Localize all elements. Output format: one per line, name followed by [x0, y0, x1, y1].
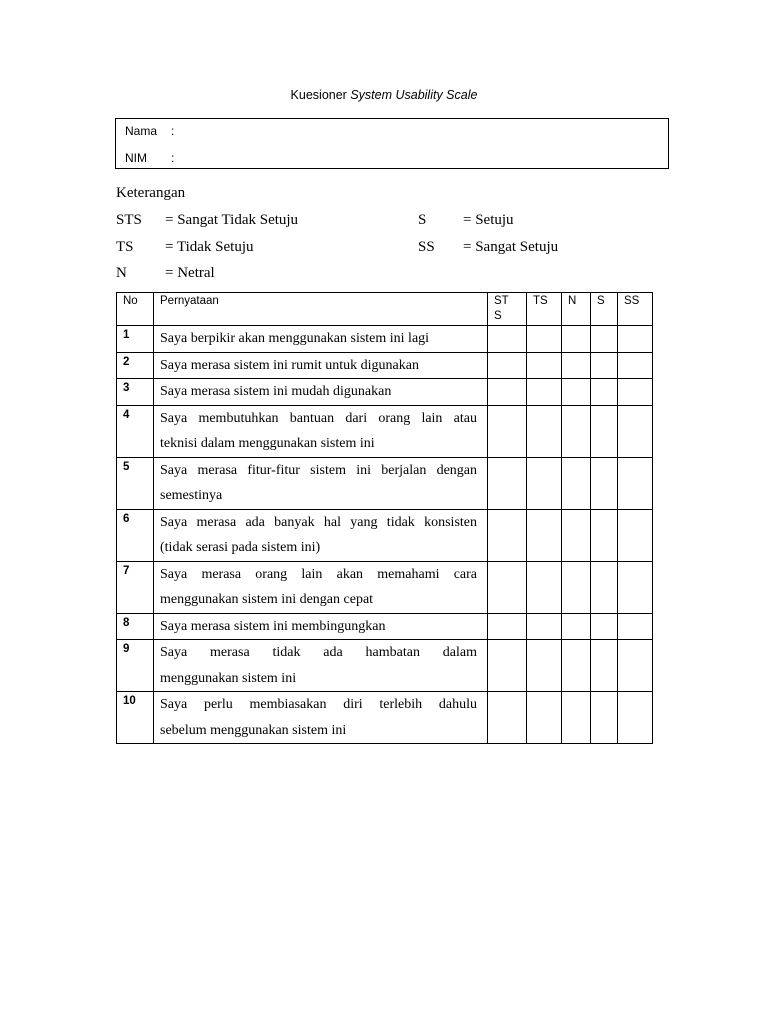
table-header-row	[117, 293, 653, 326]
table-row	[117, 405, 653, 457]
title-italic: System Usability Scale	[350, 88, 478, 102]
answer-cell-ss[interactable]	[618, 379, 653, 406]
document-title	[0, 88, 768, 102]
answer-cell-s[interactable]	[591, 352, 618, 379]
header-s: S	[591, 293, 618, 326]
answer-cell-sts[interactable]	[488, 379, 527, 406]
legend-item-n	[116, 265, 215, 282]
statement-line: Saya perlu membiasakan diri terlebih dahulu	[160, 697, 477, 712]
statement-line: (tidak serasi pada sistem ini)	[160, 540, 321, 555]
statement-line: teknisi dalam menggunakan sistem ini	[160, 436, 375, 451]
row-number: 8	[117, 613, 154, 640]
legend-item-s	[418, 212, 514, 229]
answer-cell-n[interactable]	[562, 692, 591, 744]
answer-cell-s[interactable]	[591, 613, 618, 640]
statement-line: Saya merasa sistem ini rumit untuk digunakan	[160, 357, 419, 373]
identity-box	[115, 118, 669, 169]
legend-item-ss	[418, 239, 559, 256]
answer-cell-s[interactable]	[591, 379, 618, 406]
answer-cell-sts[interactable]	[488, 457, 527, 509]
row-statement	[154, 613, 488, 640]
answer-cell-n[interactable]	[562, 326, 591, 353]
statement-line: Saya membutuhkan bantuan dari orang lain atau	[160, 410, 477, 426]
answer-cell-ss[interactable]	[618, 326, 653, 353]
header-ts: TS	[527, 293, 562, 326]
row-statement	[154, 640, 488, 692]
answer-cell-ts[interactable]	[527, 613, 562, 640]
row-statement	[154, 379, 488, 406]
answer-cell-n[interactable]	[562, 640, 591, 692]
answer-cell-n[interactable]	[562, 509, 591, 561]
statement-line: sebelum menggunakan sistem ini	[160, 722, 347, 738]
answer-cell-s[interactable]	[591, 326, 618, 353]
statement-line: semestinya	[160, 488, 223, 503]
header-n: N	[562, 293, 591, 326]
answer-cell-sts[interactable]	[488, 613, 527, 640]
questionnaire-table	[116, 292, 653, 744]
answer-cell-s[interactable]	[591, 561, 618, 613]
table-row	[117, 640, 653, 692]
header-sts-line2: S	[494, 310, 502, 322]
header-sts-line1: ST	[494, 295, 509, 307]
identity-label-nama: Nama	[125, 124, 158, 138]
legend-desc: = Sangat Setuju	[463, 239, 559, 255]
legend-title: Keterangan	[116, 185, 186, 201]
answer-cell-sts[interactable]	[488, 640, 527, 692]
row-statement	[154, 405, 488, 457]
statement-line: Saya merasa ada banyak hal yang tidak konsisten	[160, 514, 477, 530]
answer-cell-ss[interactable]	[618, 613, 653, 640]
row-number: 2	[117, 352, 154, 379]
legend-code: STS	[116, 212, 142, 228]
table-row	[117, 509, 653, 561]
answer-cell-n[interactable]	[562, 613, 591, 640]
answer-cell-ts[interactable]	[527, 352, 562, 379]
answer-cell-sts[interactable]	[488, 405, 527, 457]
answer-cell-n[interactable]	[562, 561, 591, 613]
title-prefix: Kuesioner	[290, 88, 347, 102]
identity-label-nim: NIM	[125, 151, 147, 165]
table-row	[117, 457, 653, 509]
answer-cell-n[interactable]	[562, 352, 591, 379]
row-number: 6	[117, 509, 154, 561]
legend-code: S	[418, 212, 427, 228]
table-row	[117, 561, 653, 613]
identity-colon-nim: :	[171, 151, 175, 165]
answer-cell-ss[interactable]	[618, 405, 653, 457]
answer-cell-ss[interactable]	[618, 692, 653, 744]
answer-cell-sts[interactable]	[488, 692, 527, 744]
answer-cell-ts[interactable]	[527, 326, 562, 353]
statement-line: Saya berpikir akan menggunakan sistem ini lagi	[160, 331, 430, 346]
table-row	[117, 613, 653, 640]
answer-cell-ss[interactable]	[618, 561, 653, 613]
table-row	[117, 692, 653, 744]
answer-cell-ts[interactable]	[527, 692, 562, 744]
row-statement	[154, 457, 488, 509]
identity-row-nama	[125, 124, 174, 138]
statement-line: Saya merasa sistem ini membingungkan	[160, 618, 386, 634]
statement-line: Saya merasa orang lain akan memahami cara	[160, 566, 477, 582]
row-number: 3	[117, 379, 154, 406]
legend-item-ts	[116, 239, 254, 256]
row-number: 5	[117, 457, 154, 509]
answer-cell-ts[interactable]	[527, 509, 562, 561]
answer-cell-ts[interactable]	[527, 379, 562, 406]
legend-code: TS	[116, 239, 134, 255]
answer-cell-s[interactable]	[591, 457, 618, 509]
answer-cell-ts[interactable]	[527, 405, 562, 457]
answer-cell-s[interactable]	[591, 405, 618, 457]
header-statement: Pernyataan	[154, 293, 488, 326]
answer-cell-sts[interactable]	[488, 326, 527, 353]
answer-cell-ts[interactable]	[527, 640, 562, 692]
row-statement	[154, 352, 488, 379]
answer-cell-n[interactable]	[562, 379, 591, 406]
legend-desc: = Setuju	[463, 212, 514, 228]
row-number: 7	[117, 561, 154, 613]
answer-cell-sts[interactable]	[488, 352, 527, 379]
legend-code: SS	[418, 239, 435, 255]
statement-line: Saya merasa sistem ini mudah digunakan	[160, 384, 392, 399]
row-statement	[154, 692, 488, 744]
answer-cell-ss[interactable]	[618, 509, 653, 561]
row-statement	[154, 561, 488, 613]
identity-colon-nama: :	[171, 124, 175, 138]
statement-line: menggunakan sistem ini dengan cepat	[160, 592, 374, 607]
statement-line: Saya merasa tidak ada hambatan dalam	[160, 645, 477, 660]
statement-line: menggunakan sistem ini	[160, 670, 297, 686]
legend-desc: = Tidak Setuju	[165, 239, 254, 255]
answer-cell-ss[interactable]	[618, 352, 653, 379]
row-number: 9	[117, 640, 154, 692]
header-no: No	[117, 293, 154, 326]
legend-desc: = Netral	[165, 265, 215, 281]
table-row	[117, 379, 653, 406]
legend-item-sts	[116, 212, 299, 229]
answer-cell-s[interactable]	[591, 509, 618, 561]
legend-code: N	[116, 265, 127, 281]
answer-cell-n[interactable]	[562, 405, 591, 457]
header-ss: SS	[618, 293, 653, 326]
row-number: 4	[117, 405, 154, 457]
answer-cell-ts[interactable]	[527, 561, 562, 613]
answer-cell-s[interactable]	[591, 640, 618, 692]
header-sts	[488, 293, 527, 326]
answer-cell-n[interactable]	[562, 457, 591, 509]
table-row	[117, 326, 653, 353]
answer-cell-s[interactable]	[591, 692, 618, 744]
answer-cell-ss[interactable]	[618, 457, 653, 509]
table-row	[117, 352, 653, 379]
answer-cell-sts[interactable]	[488, 561, 527, 613]
identity-row-nim	[125, 151, 174, 165]
answer-cell-ss[interactable]	[618, 640, 653, 692]
answer-cell-sts[interactable]	[488, 509, 527, 561]
row-statement	[154, 509, 488, 561]
row-statement	[154, 326, 488, 353]
answer-cell-ts[interactable]	[527, 457, 562, 509]
row-number: 10	[117, 692, 154, 744]
legend-desc: = Sangat Tidak Setuju	[165, 212, 299, 228]
row-number: 1	[117, 326, 154, 353]
statement-line: Saya merasa fitur-fitur sistem ini berjalan dengan	[160, 462, 477, 478]
